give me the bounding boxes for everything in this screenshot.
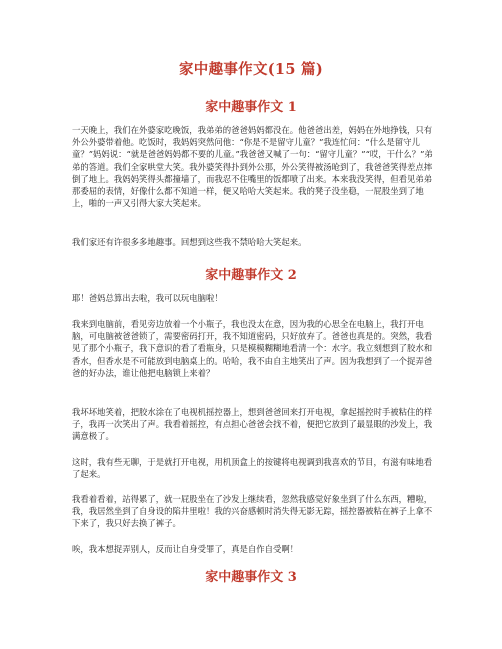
paragraph: 耶！爸妈总算出去啦，我可以玩电脑啦！ [72,293,223,303]
paragraph: 我来到电脑前，看见旁边放着一个小瓶子，我也没太在意，因为我的心思全在电脑上，我打开电脑，可电脑被爸爸锁了，需要密码打开，我不知道密码，只好放弃了。爸爸也真是的。突然，我看见了那个小瓶子，我下意识的看了看瓶身，只是模模糊糊地看清一个：水字。我立刻想到了胶水和香水，但香水是不可能放到电脑桌上的。哈哈，我不由自主地笑出了声。因为我想到了一个捉弄爸爸的好办法，谁让他把电脑锁上来着？ [72,319,433,378]
section-heading-3: 家中趣事作文 3 [205,570,297,585]
document-title: 家中趣事作文(15 篇) [178,61,324,78]
section-heading-1: 家中趣事作文 1 [205,100,297,115]
paragraph: 一天晚上，我们在外婆家吃晚饭，我弟弟的爸爸妈妈都没在。他爸爸出差，妈妈在外地挣钱，只有外公外婆带着他。吃饭时，我妈妈突然问他：“你是不是留守儿童？”我连忙问：“什么是留守儿童？”妈妈说：“就是爸爸妈妈都不要的儿童。”我爸爸又喊了一句：“留守儿童？”“哎，干什么？”弟弟的答道。我们全家哄堂大笑。我外婆笑得扑到外公那，外公笑得被汤呛到了，我爸爸笑得差点摔倒了地上。我妈妈笑得头都撞墙了，而我忍不住嘴里的饭都喷了出来。本来我没笑得，但看见弟弟那委屈的表情，好像什么都不知道一样，便又哈哈大笑起来。我的凳子没坐稳，一屁股坐到了地上，啪的一声又引得大家大笑起来。 [72,125,433,209]
paragraph: 我坏坏地笑着，把胶水涂在了电视机摇控器上，想到爸爸回来打开电视，拿起摇控时手被粘住的样子，我再一次笑出了声。我看着摇控，有点担心爸爸会找不着，便把它放到了最显眼的沙发上，我满意极了。 [72,407,433,442]
paragraph: 我看着看着，站得累了，就一屁股坐在了沙发上继续看，忽然我感觉好象坐到了什么东西，糟啦，我，我居然坐到了自身设的陷井里啦！我的兴奋感顿时消失得无影无踪，摇控器被粘在裤子上拿不下来了，我只好去换了裤子。 [72,494,433,529]
paragraph: 唉，我本想捉弄别人，反而让自身受罪了，真是自作自受啊！ [72,544,299,554]
section-heading-2: 家中趣事作文 2 [205,268,297,283]
paragraph: 我们家还有许很多多地趣事。回想到这些我不禁哈哈大笑起来。 [72,237,307,247]
paragraph: 这时，我有些无聊，于是就打开电视，用机顶盒上的按键将电视调到我喜欢的节目，有滋有味地看了起来。 [72,457,433,480]
